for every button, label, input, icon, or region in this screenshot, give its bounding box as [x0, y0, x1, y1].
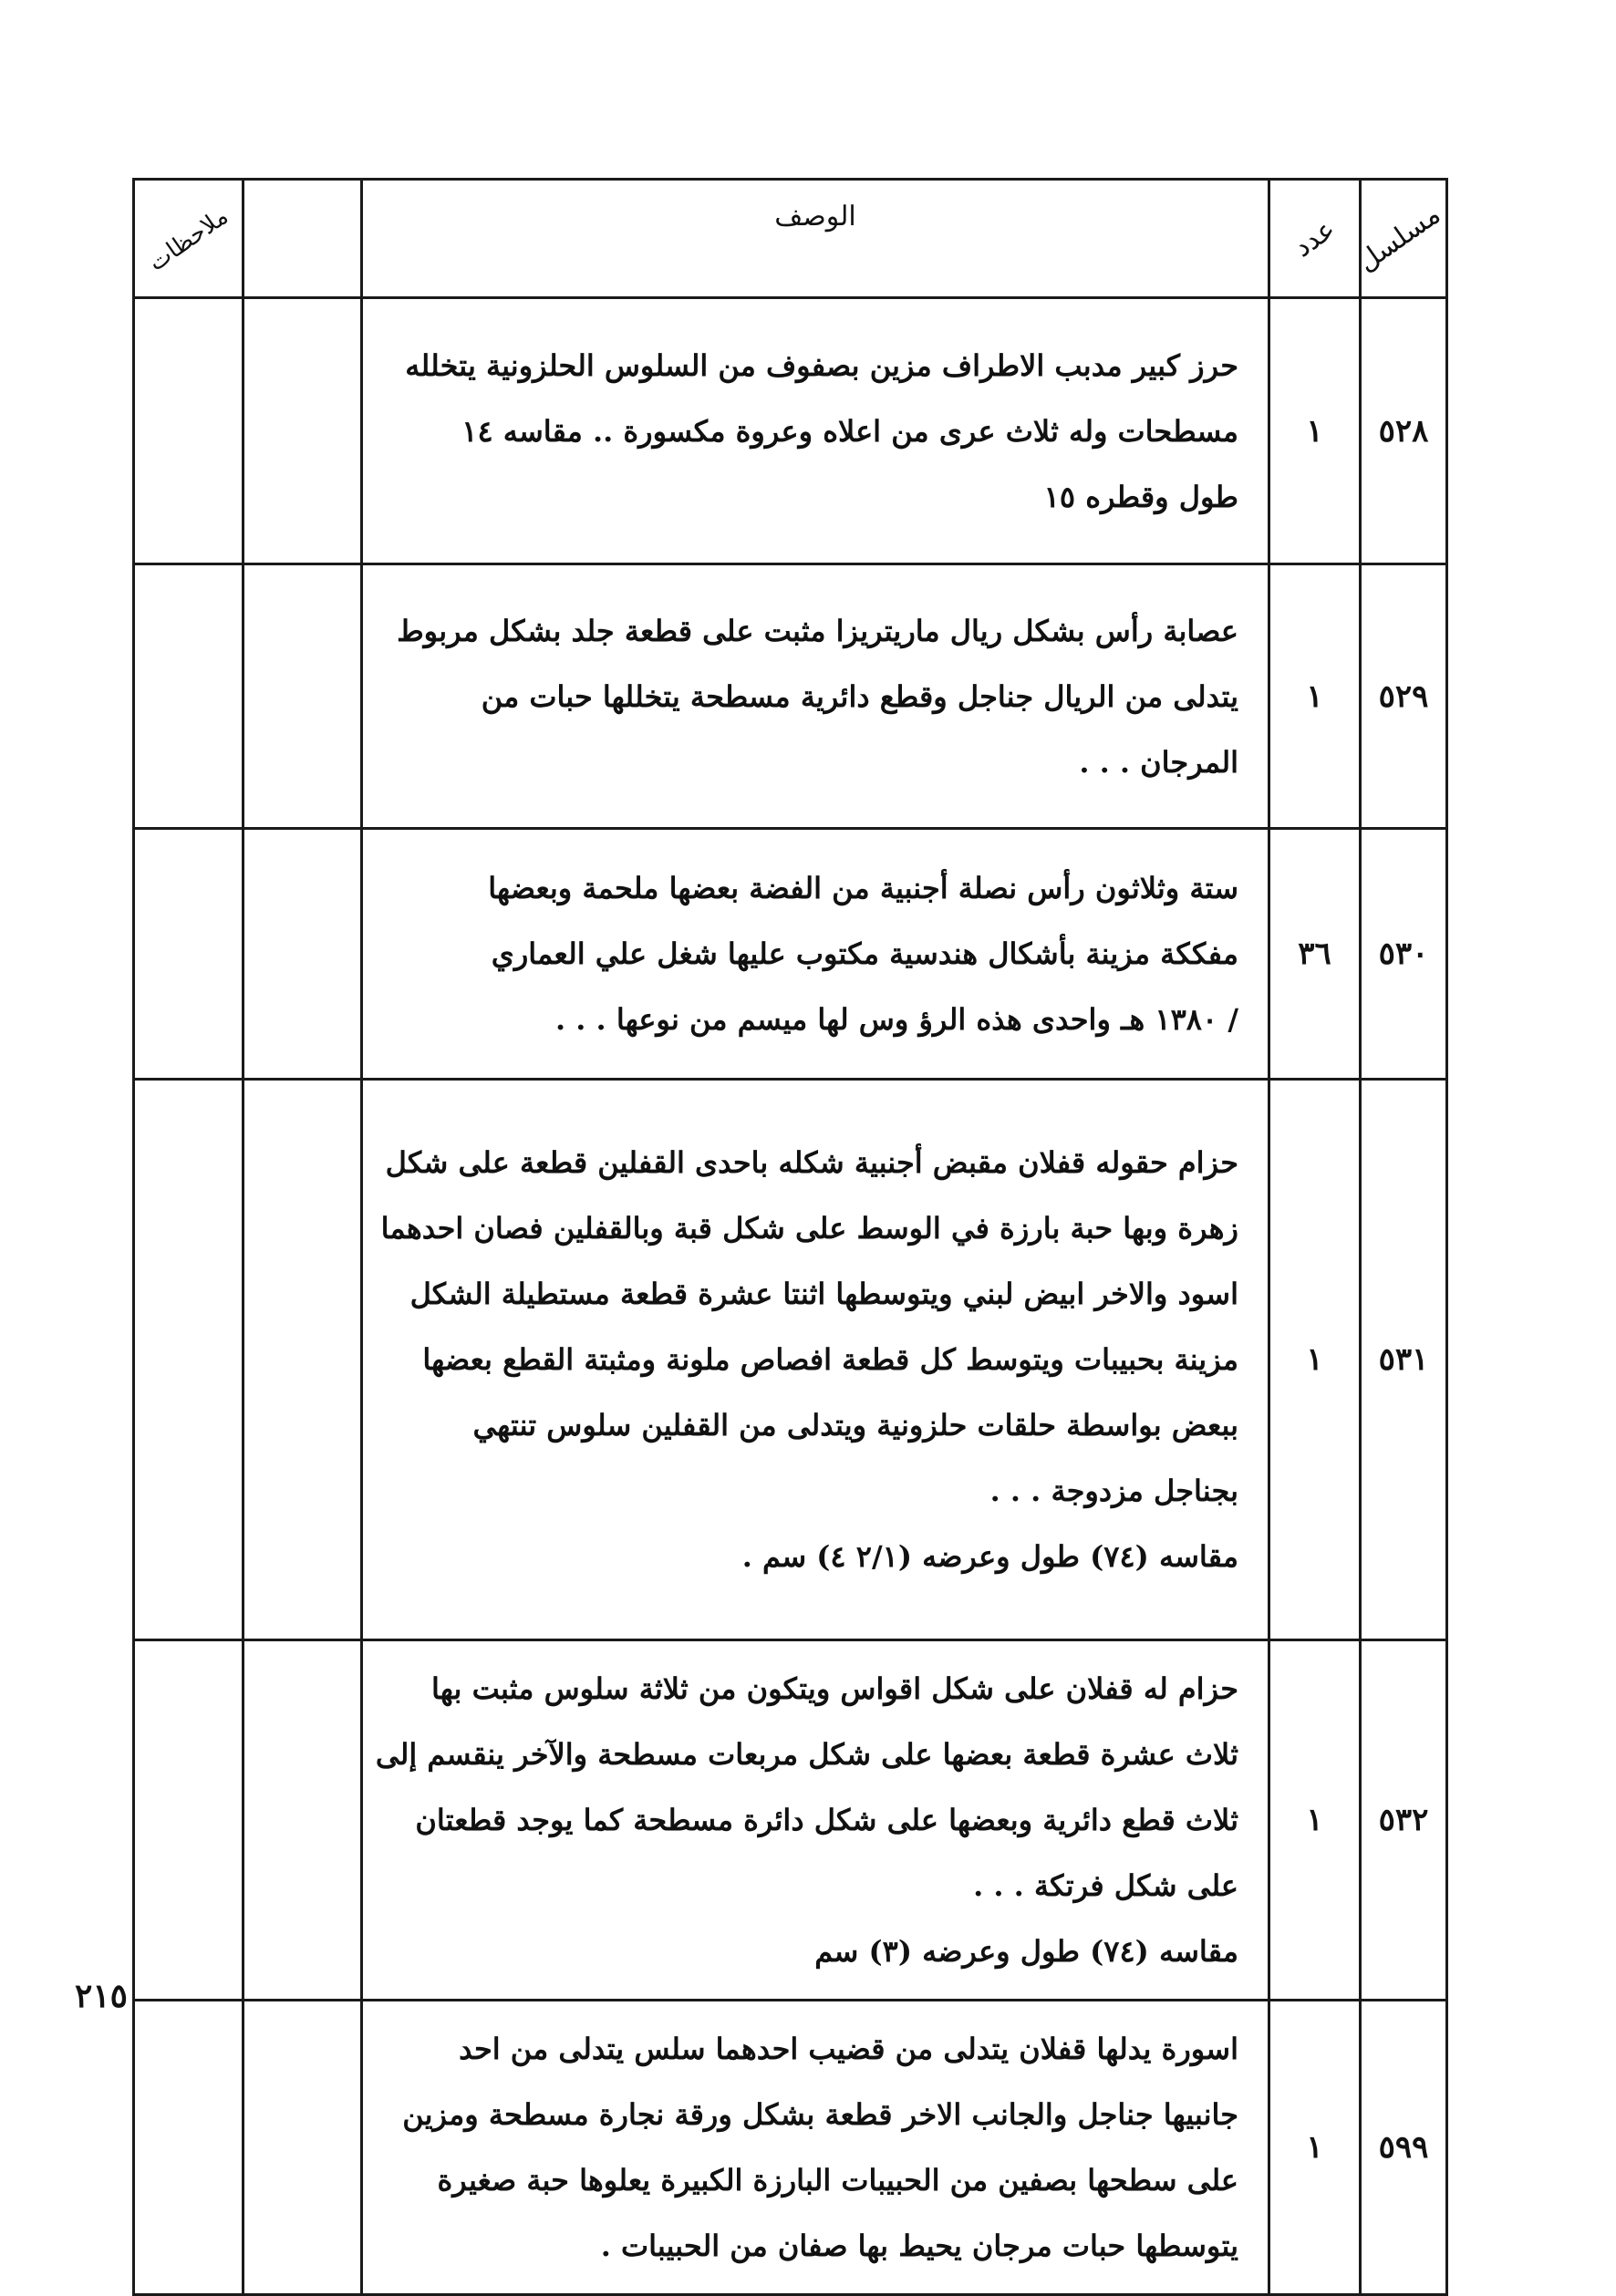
description-line: ثلاث عشرة قطعة بعضها على شكل مربعات مسطحة والآخر ينقسم إلى: [375, 1737, 1238, 1772]
header-empty: [243, 180, 362, 298]
row-serial: ٥٣١: [1361, 1080, 1447, 1640]
row-serial: ٥٣٠: [1361, 829, 1447, 1080]
row-description: [362, 2001, 1269, 2295]
description-line: طول وقطره ١٥: [1043, 479, 1238, 514]
description-line: مقاسه (٧٤) طول وعرضه (٣) سم: [814, 1934, 1238, 1969]
row-count: ١: [1269, 2001, 1361, 2295]
row-notes: [134, 829, 243, 1080]
description-line: ببعض بواسطة حلقات حلزونية ويتدلى من القفلين سلوس تنتهي: [472, 1408, 1238, 1443]
row-notes: [134, 2001, 243, 2295]
table-row: [134, 564, 1447, 829]
description-line: يتدلى من الريال جناجل وقطع دائرية مسطحة يتخللها حبات من: [481, 678, 1238, 714]
row-count: ١: [1269, 1640, 1361, 2001]
catalog-table: [132, 178, 1448, 2296]
description-line: اسود والاخر ابيض لبني ويتوسطها اثنتا عشرة قطعة مستطيلة الشكل: [409, 1277, 1238, 1311]
row-empty-cell: [243, 829, 362, 1080]
row-serial: ٥٢٩: [1361, 564, 1447, 829]
row-description: [362, 829, 1269, 1080]
row-notes: [134, 1080, 243, 1640]
description-line: حزام حقوله قفلان مقبض أجنبية شكله باحدى القفلين قطعة على شكل: [385, 1145, 1238, 1180]
row-serial: ٥٣٢: [1361, 1640, 1447, 2001]
description-line: مزينة بحبيبات ويتوسط كل قطعة افصاص ملونة ومثبتة القطع بعضها: [422, 1342, 1238, 1377]
row-description: [362, 1640, 1269, 2001]
row-serial: ٥٢٨: [1361, 298, 1447, 564]
description-line: يتوسطها حبات مرجان يحيط بها صفان من الحبيبات .: [600, 2229, 1238, 2263]
table-row: [134, 298, 1447, 564]
row-count: ١: [1269, 298, 1361, 564]
header-row: [134, 180, 1447, 298]
row-empty-cell: [243, 2001, 362, 2295]
description-line: مفككة مزينة بأشكال هندسية مكتوب عليها شغل علي العماري: [491, 936, 1238, 971]
description-line: عصابة رأس بشكل ريال ماريتريزا مثبت على قطعة جلد بشكل مربوط: [397, 613, 1238, 648]
description-line: ثلاث قطع دائرية وبعضها على شكل دائرة مسطحة كما يوجد قطعتان: [415, 1803, 1238, 1837]
row-description: [362, 1080, 1269, 1640]
table-row: [134, 829, 1447, 1080]
description-line: مقاسه (٧٤) طول وعرضه (٢/١ ٤) سم .: [741, 1539, 1238, 1574]
page-number: ٢١٥: [75, 1977, 129, 2015]
row-empty-cell: [243, 298, 362, 564]
header-notes: ملاحظات: [134, 180, 243, 298]
header-serial: مسلسل: [1361, 180, 1447, 298]
row-notes: [134, 564, 243, 829]
row-count: ١: [1269, 1080, 1361, 1640]
row-notes: [134, 1640, 243, 2001]
row-description: [362, 564, 1269, 829]
row-count: ١: [1269, 564, 1361, 829]
row-notes: [134, 298, 243, 564]
description-line: زهرة وبها حبة بارزة في الوسط على شكل قبة وبالقفلين فصان احدهما: [380, 1211, 1238, 1246]
table-row: [134, 1080, 1447, 1640]
row-count: ٣٦: [1269, 829, 1361, 1080]
description-line: حزام له قفلان على شكل اقواس ويتكون من ثلاثة سلوس مثبت بها: [431, 1671, 1238, 1706]
header-description: الوصف: [362, 180, 1269, 298]
description-line: المرجان . . .: [1079, 744, 1238, 780]
description-line: مسطحات وله ثلاث عرى من اعلاه وعروة مكسورة .. مقاسه ١٤: [461, 413, 1238, 449]
header-count: عدد: [1269, 180, 1361, 298]
description-line: بجناجل مزدوجة . . .: [989, 1474, 1238, 1508]
description-line: جانبيها جناجل والجانب الاخر قطعة بشكل ورقة نجارة مسطحة ومزين: [402, 2097, 1238, 2132]
description-line: اسورة يدلها قفلان يتدلى من قضيب احدهما سلس يتدلى من احد: [459, 2032, 1238, 2066]
row-empty-cell: [243, 1080, 362, 1640]
description-line: على سطحها بصفين من الحبيبات البارزة الكبيرة يعلوها حبة صغيرة: [437, 2163, 1238, 2198]
table-row: [134, 1640, 1447, 2001]
table-row: [134, 2001, 1447, 2295]
description-line: / ١٣٨٠ هـ واحدى هذه الرؤ وس لها ميسم من نوعها . . .: [554, 1002, 1238, 1037]
description-line: على شكل فرتكة . . .: [973, 1868, 1238, 1903]
row-serial: ٥٩٩: [1361, 2001, 1447, 2295]
row-description: [362, 298, 1269, 564]
description-line: ستة وثلاثون رأس نصلة أجنبية من الفضة بعضها ملحمة وبعضها: [488, 871, 1238, 905]
description-line: حرز كبير مدبب الاطراف مزين بصفوف من السلوس الحلزونية يتخلله: [405, 347, 1238, 383]
row-empty-cell: [243, 1640, 362, 2001]
row-empty-cell: [243, 564, 362, 829]
